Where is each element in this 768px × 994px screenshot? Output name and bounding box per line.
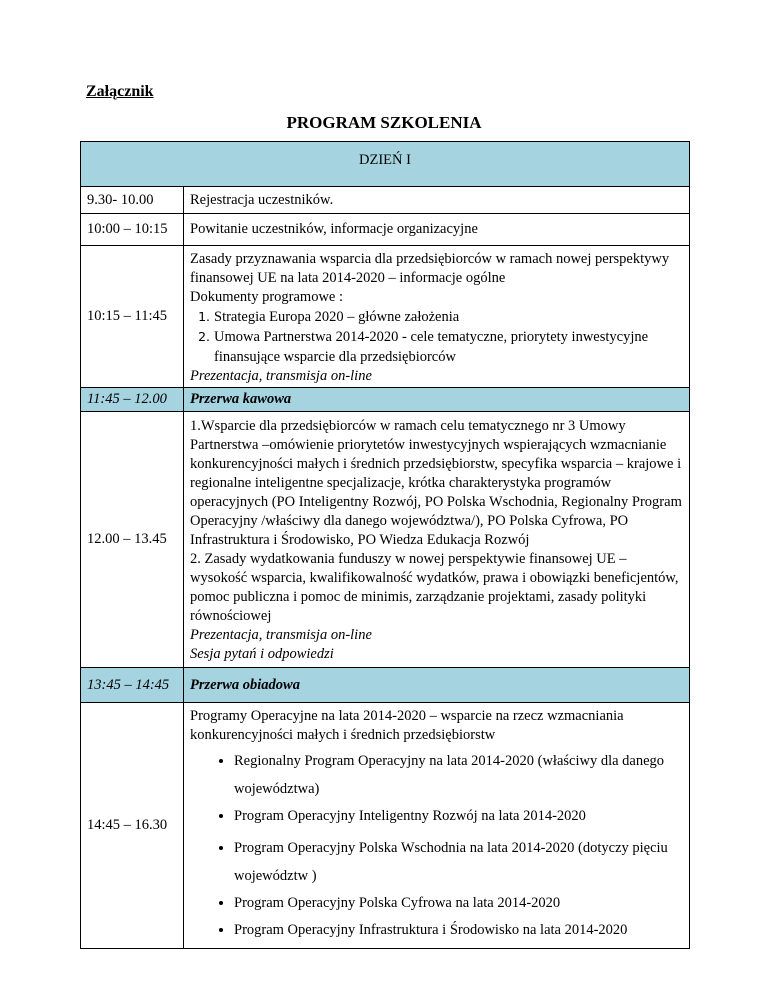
description-cell: Powitanie uczestników, informacje organizacyjne (184, 214, 690, 246)
docs-label: Dokumenty programowe : (190, 289, 344, 305)
time-cell: 12.00 – 13.45 (81, 412, 184, 668)
time-cell: 11:45 – 12.00 (81, 388, 184, 412)
list-item: • Program Operacyjny Polska Wschodnia na lata 2014-2020 (dotyczy pięciu województw ) (234, 834, 683, 890)
table-row (81, 412, 690, 668)
description-cell (184, 246, 690, 388)
break-row (81, 668, 690, 703)
table-row (81, 214, 690, 246)
break-row (81, 388, 690, 412)
list-item: 1. Strategia Europa 2020 – główne założenia (214, 307, 683, 327)
page-title: PROGRAM SZKOLENIA (286, 113, 482, 132)
table-row (81, 703, 690, 949)
attachment-label: Załącznik (86, 83, 154, 100)
list-item: • Regionalny Program Operacyjny na lata 2014-2020 (właściwy dla danego województwa) (234, 747, 683, 803)
paragraph: 2. Zasady wydatkowania funduszy w nowej perspektywie finansowej UE – wysokość wsparcia, kwalifikowalność wydatków, prawa i obowiązki beneficjentów, pomoc publiczna i pomoc de minimis, zarządzanie projektami, zasady polityki równościowej (190, 551, 679, 624)
break-label: Przerwa kawowa (184, 388, 690, 412)
day-header-row (81, 142, 690, 187)
paragraph: 1.Wsparcie dla przedsiębiorców w ramach celu tematycznego nr 3 Umowy Partnerstwa –omówienie priorytetów inwestycyjnych wspierających wzmacnianie konkurencyjności małych i średnich przedsiębiorstw, specyfika wsparcia – krajowe i regionalne inteligentne specjalizacje, krótka charakterystyka programów operacyjnych (PO Inteligentny Rozwój, PO Polska Wschodnia, Regionalny Program Operacyjny /właściwy dla danego województwa/), PO Polska Cyfrowa, PO Infrastruktura i Środowisko, PO Wiedza Edukacja Rozwój (190, 418, 682, 548)
presentation-note: Prezentacja, transmisja on-line (190, 627, 372, 643)
schedule-table (80, 141, 690, 949)
day-header: DZIEŃ I (81, 142, 690, 187)
block-intro: Programy Operacyjne na lata 2014-2020 – wsparcie na rzecz wzmacniania konkurencyjności małych i średnich przedsiębiorstw (190, 708, 624, 743)
block-intro: Zasady przyznawania wsparcia dla przedsiębiorców w ramach nowej perspektywy finansowej UE na lata 2014-2020 – informacje ogólne (190, 251, 670, 286)
presentation-note: Prezentacja, transmisja on-line (190, 368, 372, 384)
list-item: • Program Operacyjny Infrastruktura i Środowisko na lata 2014-2020 (234, 921, 683, 940)
table-row (81, 187, 690, 214)
description-cell (184, 412, 690, 668)
time-cell: 10:00 – 10:15 (81, 214, 184, 246)
time-cell: 9.30- 10.00 (81, 187, 184, 214)
description-cell (184, 703, 690, 949)
time-cell: 14:45 – 16.30 (81, 703, 184, 949)
table-row (81, 246, 690, 388)
docs-list (190, 307, 683, 367)
list-item: 2. Umowa Partnerstwa 2014-2020 - cele tematyczne, priorytety inwestycyjne finansujące wsparcie dla przedsiębiorców (214, 327, 683, 367)
program-list (190, 747, 683, 940)
break-label: Przerwa obiadowa (184, 668, 690, 703)
time-cell: 13:45 – 14:45 (81, 668, 184, 703)
description-cell: Rejestracja uczestników. (184, 187, 690, 214)
time-cell: 10:15 – 11:45 (81, 246, 184, 388)
list-item: • Program Operacyjny Inteligentny Rozwój na lata 2014-2020 (234, 807, 683, 826)
qa-note: Sesja pytań i odpowiedzi (190, 646, 334, 662)
list-item: • Program Operacyjny Polska Cyfrowa na lata 2014-2020 (234, 894, 683, 913)
